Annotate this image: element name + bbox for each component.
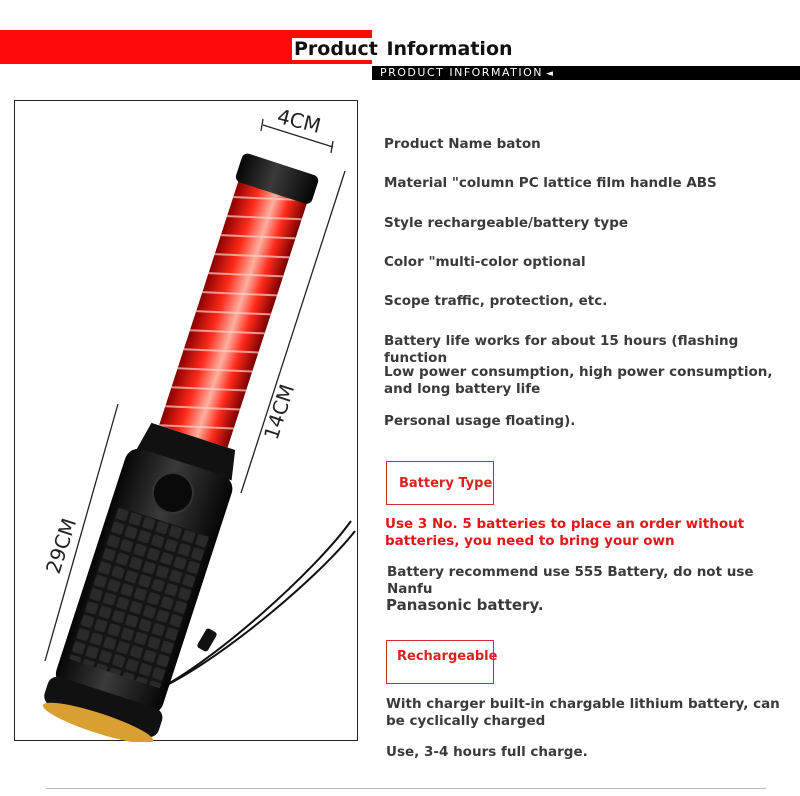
charger-info: With charger built-in chargable lithium battery, can be cyclically charged — [386, 696, 780, 729]
battery-recommend: Battery recommend use 555 Battery, do not use Nanfu — [387, 564, 754, 597]
dimension-label-right: 14CM — [258, 381, 300, 443]
arrow-left-icon: ◄ — [545, 69, 555, 79]
rechargeable-tag: Rechargeable — [386, 640, 494, 684]
charge-time: Use, 3-4 hours full charge. — [386, 744, 588, 760]
info-material: Material "column PC lattice film handle ABS — [384, 175, 717, 191]
battery-warning: Use 3 No. 5 batteries to place an order without batteries, you need to bring your own — [385, 516, 745, 549]
info-usage: Personal usage floating). — [384, 413, 576, 429]
dimension-label-top: 4CM — [274, 104, 324, 138]
page-subtitle: PRODUCT INFORMATION ◄ — [380, 66, 555, 79]
page-title: Product Information — [294, 38, 513, 60]
info-color: Color "multi-color optional — [384, 254, 586, 270]
product-image-frame — [14, 100, 358, 741]
baton-illustration — [15, 101, 359, 742]
lanyard-clip — [196, 627, 217, 652]
battery-panasonic: Panasonic battery. — [386, 596, 544, 614]
info-product-name: Product Name baton — [384, 136, 541, 152]
dimension-label-left: 29CM — [40, 515, 82, 577]
handle-grip — [69, 507, 210, 689]
info-power: Low power consumption, high power consumption, and long battery life — [384, 364, 773, 397]
battery-type-tag: Battery Type — [386, 461, 494, 505]
info-battery-life: Battery life works for about 15 hours (flashing function — [384, 333, 739, 366]
divider — [46, 788, 766, 789]
info-scope: Scope traffic, protection, etc. — [384, 293, 608, 309]
info-style: Style rechargeable/battery type — [384, 215, 629, 231]
